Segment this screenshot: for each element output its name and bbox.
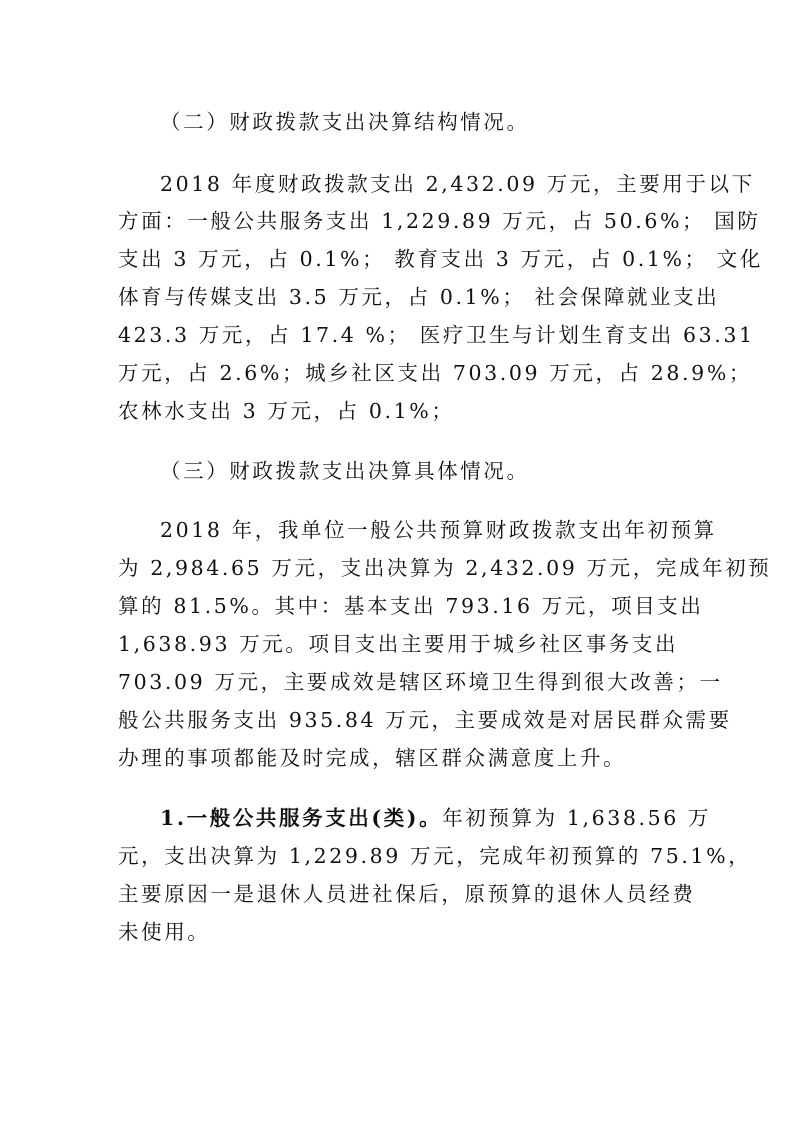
section-heading-3: （三）财政拨款支出决算具体情况。 bbox=[160, 459, 530, 483]
paragraph-line: 支出 3 万元，占 0.1%； 教育支出 3 万元，占 0.1%； 文化 bbox=[118, 247, 763, 271]
paragraph-line: 元，支出决算为 1,229.89 万元，完成年初预算的 75.1%， bbox=[118, 844, 752, 868]
section-heading-2: （二）财政拨款支出决算结构情况。 bbox=[160, 110, 530, 134]
item-1-title: 1.一般公共服务支出(类)。 bbox=[160, 806, 443, 830]
paragraph-line: 主要原因一是退休人员进社保后，原预算的退休人员经费 bbox=[118, 882, 696, 906]
paragraph-line: 为 2,984.65 万元，支出决算为 2,432.09 万元，完成年初预 bbox=[118, 556, 772, 580]
paragraph-line: 万元，占 2.6%；城乡社区支出 703.09 万元，占 28.9%； bbox=[118, 361, 752, 385]
paragraph-line: 农林水支出 3 万元，占 0.1%； bbox=[118, 399, 455, 423]
paragraph-line: 体育与传媒支出 3.5 万元，占 0.1%； 社会保障就业支出 bbox=[118, 285, 720, 309]
paragraph-line: 1,638.93 万元。项目支出主要用于城乡社区事务支出 bbox=[118, 632, 679, 656]
paragraph-line: 2018 年，我单位一般公共预算财政拨款支出年初预算 bbox=[160, 518, 717, 542]
paragraph-line: 703.09 万元，主要成效是辖区环境卫生得到很大改善；一 bbox=[118, 670, 723, 694]
paragraph-line: 2018 年度财政拨款支出 2,432.09 万元，主要用于以下 bbox=[160, 172, 755, 196]
paragraph-line: 般公共服务支出 935.84 万元，主要成效是对居民群众需要 bbox=[118, 708, 732, 732]
paragraph-line: 423.3 万元，占 17.4 %； 医疗卫生与计划生育支出 63.31 bbox=[118, 323, 755, 347]
paragraph-line: 未使用。 bbox=[118, 920, 211, 944]
paragraph-line: 方面：一般公共服务支出 1,229.89 万元，占 50.6%； 国防 bbox=[118, 209, 761, 233]
item-1-first-line bbox=[160, 804, 712, 832]
paragraph-line: 算的 81.5%。其中：基本支出 793.16 万元，项目支出 bbox=[118, 594, 704, 618]
item-1-text: 年初预算为 1,638.56 万 bbox=[442, 806, 712, 830]
paragraph-line: 办理的事项都能及时完成，辖区群众满意度上升。 bbox=[118, 746, 627, 770]
